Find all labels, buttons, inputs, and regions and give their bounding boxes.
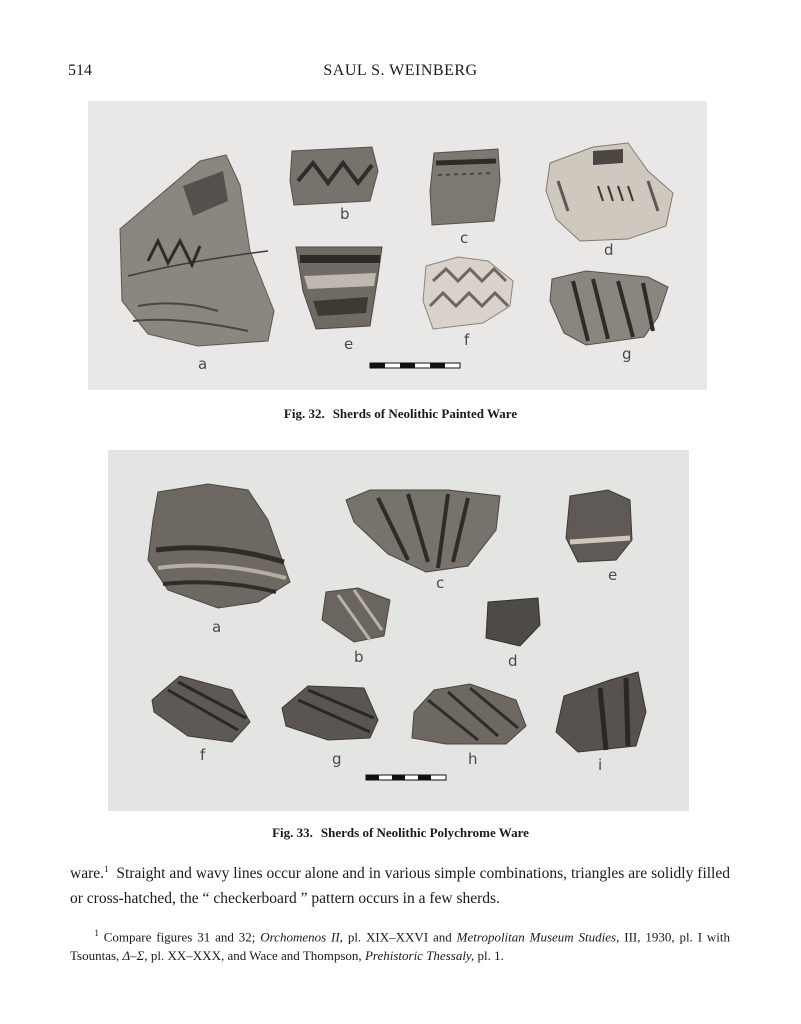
label-32c: c: [460, 229, 469, 247]
label-33i: i: [598, 756, 603, 774]
sherd-32a: [120, 155, 274, 346]
label-33d: d: [508, 652, 518, 670]
footnote: [70, 924, 730, 965]
figure-32-number: Fig. 32.: [283, 406, 325, 421]
footnote-title-2: Metropolitan Museum Studies,: [456, 929, 620, 945]
footnote-part-1: Compare figures 31 and 32;: [103, 929, 256, 945]
scale-bar-32: [370, 363, 460, 368]
sherd-32g: [550, 271, 668, 345]
footnote-marker: 1: [94, 928, 99, 938]
sherd-33g: [282, 686, 378, 740]
page-number: 514: [68, 62, 92, 79]
sherd-33e: [566, 490, 632, 562]
body-lead: ware.: [70, 865, 104, 883]
label-33c: c: [436, 574, 445, 592]
footnote-part-5: pl. 1.: [477, 948, 504, 964]
sherd-33h: [412, 684, 526, 744]
sherd-32b: [290, 147, 378, 205]
figure-33-caption: [0, 825, 801, 841]
footnote-part-3: III, 1930, pl. I with Tsountas,: [70, 929, 731, 964]
sherd-33a: [148, 484, 290, 608]
label-33e: e: [608, 566, 618, 584]
sherd-32e: [296, 247, 382, 329]
footnote-title-3: Δ–Σ,: [122, 948, 148, 964]
label-32a: a: [198, 355, 208, 373]
footnote-reference[interactable]: 1: [104, 864, 109, 874]
footnote-part-4: pl. XX–XXX, and Wace and Thompson,: [150, 948, 362, 964]
sherd-32d: [546, 143, 673, 241]
figure-32-caption-text: Sherds of Neolithic Painted Ware: [332, 406, 518, 421]
figure-33-photograph: [108, 450, 689, 811]
sherd-32c: [430, 149, 500, 225]
label-32g: g: [622, 345, 632, 363]
figure-32-photograph: [88, 101, 707, 390]
label-32d: d: [604, 241, 614, 259]
label-32b: b: [340, 205, 350, 223]
label-33a: a: [212, 618, 222, 636]
running-head: SAUL S. WEINBERG: [323, 62, 478, 79]
sherd-33i: [556, 672, 646, 752]
footnote-part-2: pl. XIX–XXVI and: [347, 929, 452, 945]
sherd-33f: [152, 676, 250, 742]
scale-bar-33: [366, 775, 446, 780]
label-32e: e: [344, 335, 354, 353]
sherd-33d: [486, 598, 540, 646]
label-33g: g: [332, 750, 342, 768]
figure-32-caption: [0, 406, 801, 422]
body-paragraph: [70, 857, 730, 911]
footnote-title-4: Prehistoric Thessaly,: [364, 948, 475, 964]
sherd-33c: [346, 490, 500, 572]
footnote-title-1: Orchomenos II,: [260, 929, 343, 945]
label-32f: f: [464, 331, 470, 349]
sherd-32f: [423, 257, 513, 329]
figure-33-caption-text: Sherds of Neolithic Polychrome Ware: [320, 825, 529, 840]
body-text: Straight and wavy lines occur alone and in various simple combinations, triangles are solidly filled or cross-hatched, the “ checkerboard ” pattern occurs in a few sherds.: [70, 865, 730, 908]
figure-33-number: Fig. 33.: [272, 825, 313, 840]
sherd-33b: [322, 588, 390, 642]
label-33f: f: [200, 746, 206, 764]
label-33h: h: [468, 750, 478, 768]
label-33b: b: [354, 648, 364, 666]
